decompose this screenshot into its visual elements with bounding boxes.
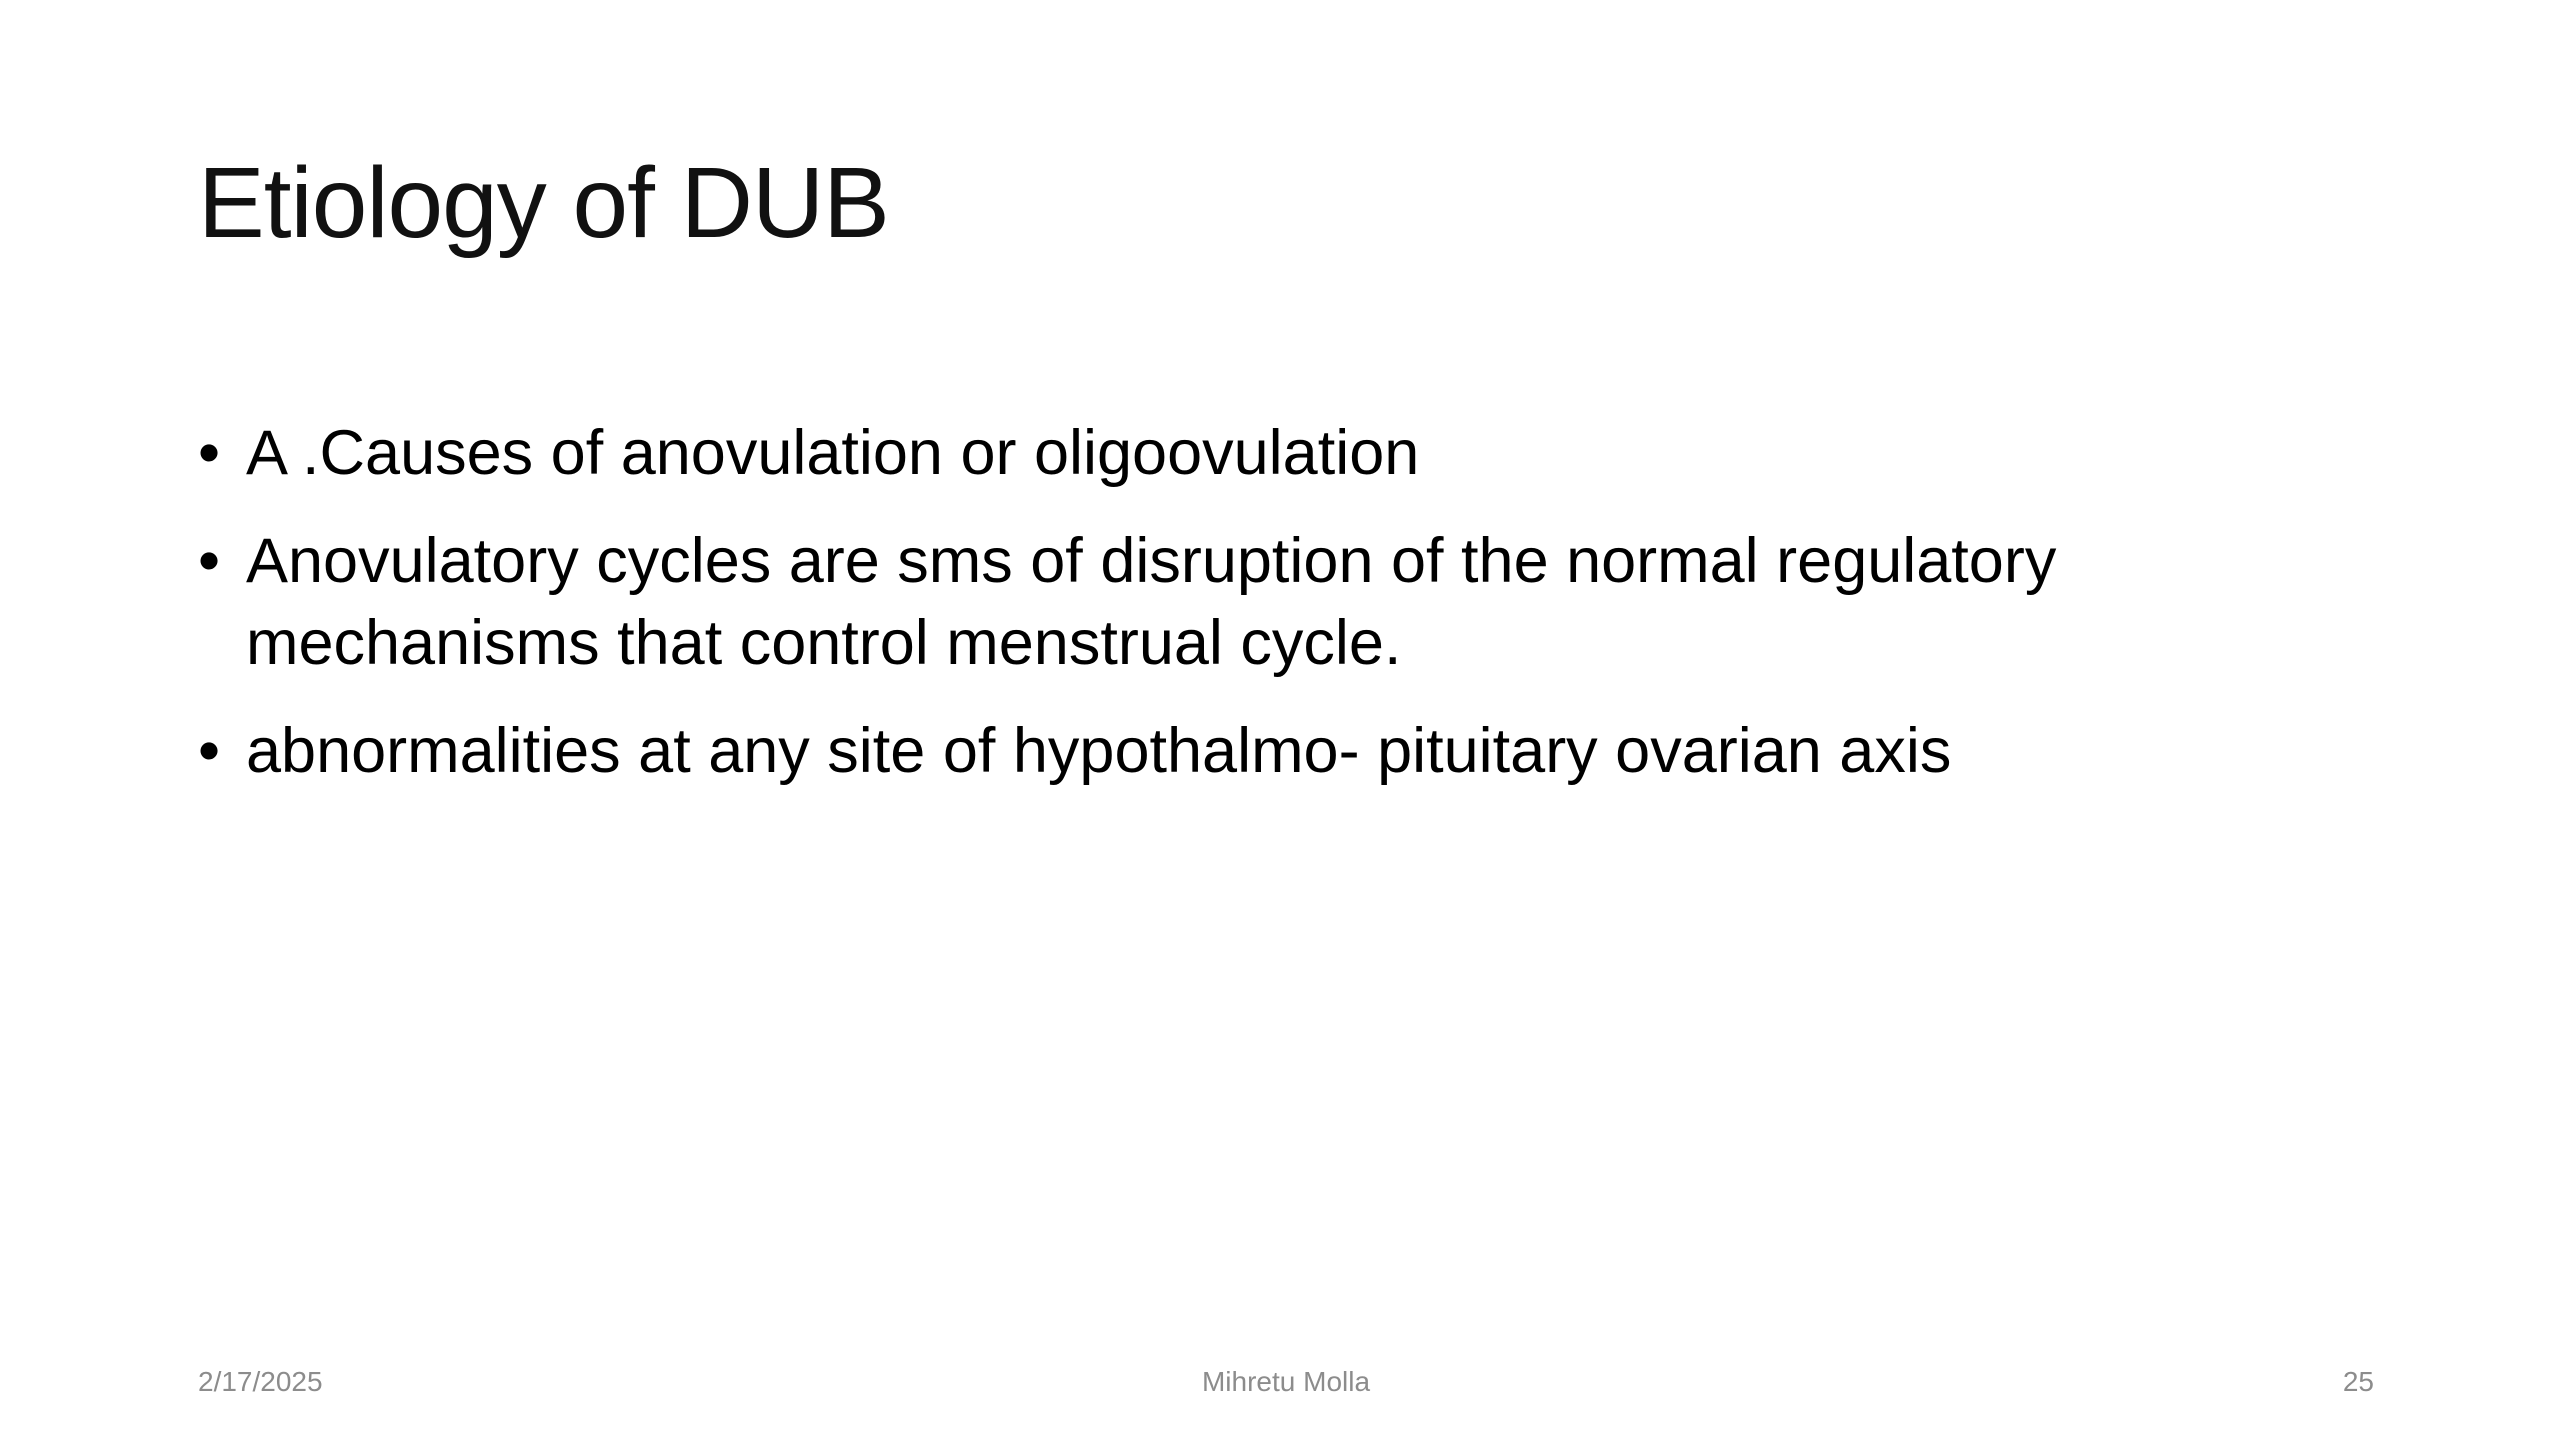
- footer-page-number: 25: [2342, 1366, 2374, 1397]
- bullet-item: [198, 710, 2378, 792]
- bullet-text: A .Causes of anovulation or oligoovulation: [246, 418, 1420, 488]
- bullet-item: [198, 412, 2378, 494]
- footer-author: Mihretu Molla: [1201, 1366, 1371, 1397]
- bullet-icon: •: [198, 418, 221, 488]
- footer-date: 2/17/2025: [198, 1366, 323, 1397]
- bullet-text: abnormalities at any site of hypothalmo- pituitary ovarian axis: [246, 716, 1952, 786]
- bullet-text: Anovulatory cycles are sms of disruption of the normal regulatory mechanisms that control menstrual cycle.: [246, 526, 2057, 678]
- bullet-list: [198, 412, 2378, 818]
- slide-title: Etiology of DUB: [198, 147, 889, 259]
- bullet-icon: •: [198, 716, 221, 786]
- bullet-icon: •: [198, 526, 221, 596]
- bullet-item: [198, 520, 2378, 684]
